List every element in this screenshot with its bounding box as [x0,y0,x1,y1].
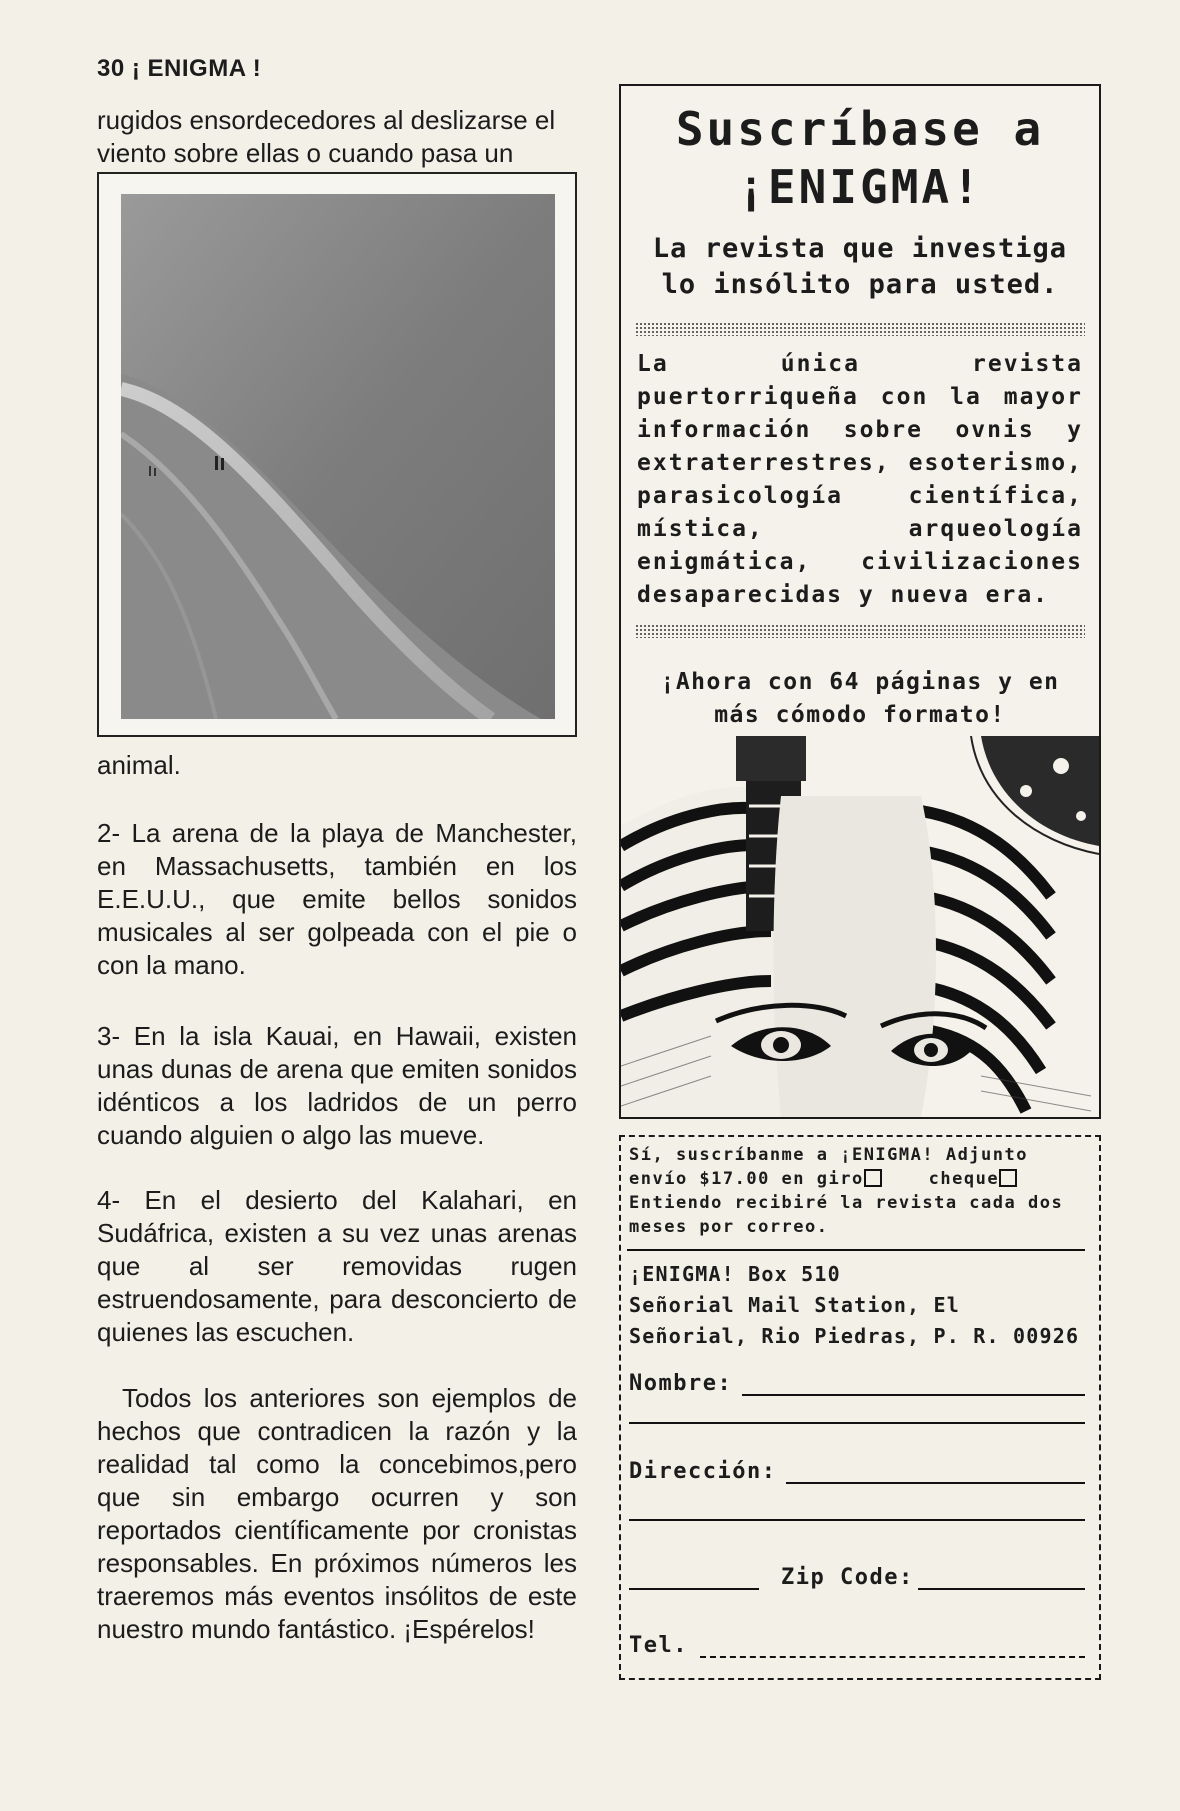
direccion-line[interactable] [786,1480,1085,1484]
pharaoh-illustration [621,736,1099,1117]
dotted-divider [635,322,1085,336]
article-closing: Todos los anteriores son ejemplos de hechos que contradicen la razón y la realidad tal como la concebimos,pero que sin embargo ocurren y son reportados científicamente por cronistas responsables. En próximos números les traeremos más eventos insólitos de este nuestro mundo fantástico. ¡Espérelos! [97,1383,577,1644]
article-item-2: 2- La arena de la playa de Manchester, en Massachusetts, también en los E.E.U.U., que emite bellos sonidos musicales al ser golpeada con el pie o con la mano. [97,818,577,980]
address-line: Señorial Mail Station, El [629,1293,961,1317]
article-continuation: animal. [97,750,181,780]
coupon-divider [627,1249,1085,1251]
nombre-field[interactable] [629,1371,1085,1396]
article-intro [97,104,577,170]
cheque-checkbox[interactable] [999,1169,1017,1187]
ad-title-line: ¡ENIGMA! [737,160,983,214]
ad-promo [631,666,1089,732]
coupon-line [629,1167,1089,1191]
mailing-address [629,1259,1079,1352]
ad-description: La única revista puertorriqueña con la mayor información sobre ovnis y extraterrestres, esoterismo, parasicología científica, mística, arqueología enigmática, civilizaciones desaparecidas y nueva era. [637,351,1083,608]
nombre-field-continued[interactable] [629,1420,1085,1424]
tel-label: Tel. [629,1633,688,1658]
direccion-label: Dirección: [629,1459,777,1484]
coupon-line-cheque: cheque [928,1169,1000,1189]
coupon-line-giro: envío $17.00 en giro [629,1169,864,1189]
coupon-line: Entiendo recibiré la revista cada dos [629,1193,1064,1213]
article-intro-line: viento sobre ellas o cuando pasa un [97,138,514,168]
ad-tagline [635,231,1085,303]
ad-title [621,100,1099,216]
ad-promo-line: ¡Ahora con 64 páginas y en [660,669,1060,695]
subscription-coupon [619,1135,1101,1680]
nombre-line[interactable] [742,1392,1085,1396]
zip-code-line[interactable] [918,1586,1085,1590]
ad-title-line: Suscríbase a [675,102,1045,156]
ad-tagline-line: lo insólito para usted. [661,269,1059,300]
sand-dune-photo-frame [97,172,577,737]
zip-code-label: Zip Code: [781,1565,914,1590]
dotted-divider [635,624,1085,638]
article-item-4: 4- En el desierto del Kalahari, en Sudáfrica, existen a su vez unas arenas que al ser removidas rugen estruendosamente, para desconcierto de quienes las escuchen. [97,1185,577,1347]
ad-tagline-line: La revista que investiga [652,233,1068,264]
ad-promo-line: más cómodo formato! [714,702,1006,728]
nombre-label: Nombre: [629,1371,733,1396]
address-line: ¡ENIGMA! Box 510 [629,1262,841,1286]
direccion-field-continued[interactable] [629,1517,1085,1521]
city-line[interactable] [629,1588,759,1590]
sand-dune-photo [121,194,555,719]
coupon-line: Sí, suscríbanme a ¡ENIGMA! Adjunto [629,1145,1028,1165]
tel-line[interactable] [700,1656,1085,1658]
tel-field[interactable] [629,1633,1085,1658]
page-header: 30 ¡ ENIGMA ! [97,55,262,82]
article-intro-line: rugidos ensordecedores al deslizarse el [97,105,556,135]
coupon-text [629,1143,1089,1239]
coupon-line: meses por correo. [629,1217,829,1237]
article-item-3: 3- En la isla Kauai, en Hawaii, existen unas dunas de arena que emiten sonidos idénticos a los ladridos de un perro cuando alguien o algo las mueve. [97,1021,577,1150]
giro-checkbox[interactable] [864,1169,882,1187]
zip-code-field[interactable] [629,1565,1085,1590]
direccion-field[interactable] [629,1459,1085,1484]
address-line: Señorial, Rio Piedras, P. R. 00926 [629,1324,1080,1348]
blank-line[interactable] [629,1420,1085,1424]
subscription-ad [619,84,1101,1119]
blank-line[interactable] [629,1517,1085,1521]
